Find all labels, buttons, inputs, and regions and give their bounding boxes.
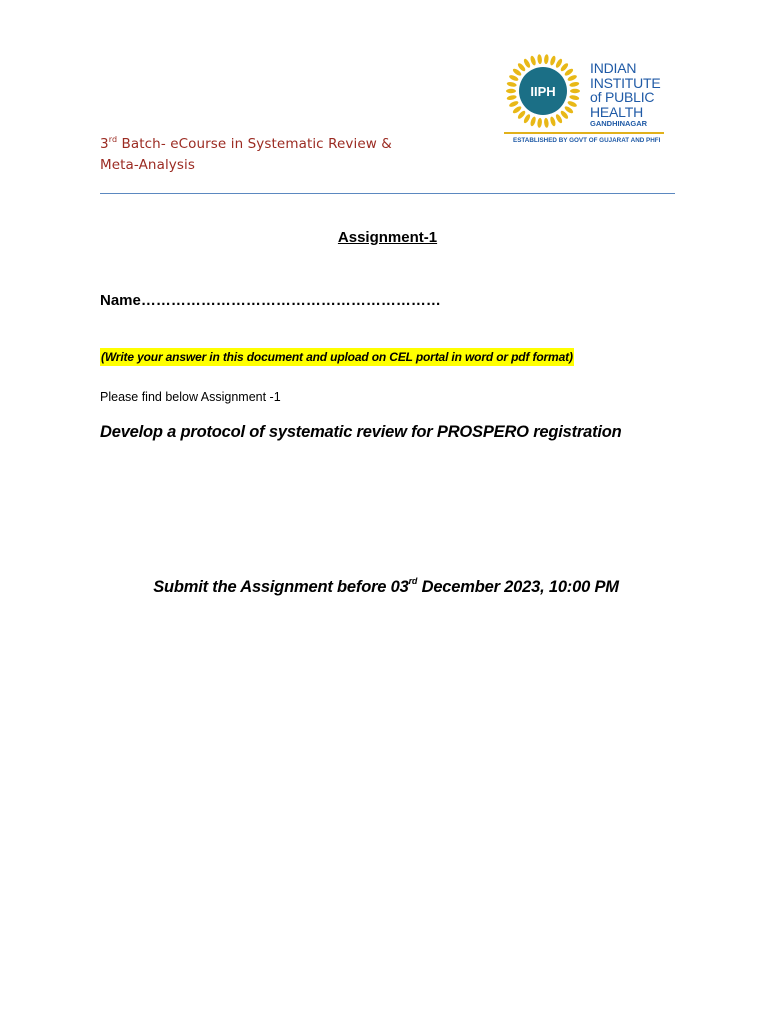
logo-leaf bbox=[544, 118, 549, 128]
logo-divider bbox=[504, 132, 664, 134]
logo-line-3: of PUBLIC bbox=[590, 89, 655, 105]
header-divider bbox=[100, 193, 675, 194]
course-number: 3 bbox=[100, 136, 109, 152]
deadline-day-suffix: rd bbox=[408, 576, 418, 586]
assignment-task: Develop a protocol of systematic review for PROSPERO registration bbox=[100, 423, 622, 441]
intro-text: Please find below Assignment -1 bbox=[100, 390, 281, 404]
logo-leaf bbox=[529, 55, 536, 66]
logo-line-4: HEALTH bbox=[590, 103, 643, 120]
course-title bbox=[100, 134, 400, 176]
course-title-line1 bbox=[100, 134, 400, 155]
logo-leaf bbox=[544, 54, 549, 64]
logo-leaf bbox=[570, 89, 580, 93]
course-number-suffix: rd bbox=[108, 135, 118, 144]
logo-leaf bbox=[508, 100, 519, 108]
assignment-title: Assignment-1 bbox=[337, 229, 438, 246]
logo-badge-text: IIPH bbox=[530, 84, 556, 99]
logo-leaf bbox=[506, 81, 517, 87]
iiph-emblem-icon bbox=[498, 50, 590, 132]
course-title-line2: Meta-Analysis bbox=[100, 157, 196, 173]
upload-instruction: (Write your answer in this document and upload on CEL portal in word or pdf format) bbox=[101, 350, 573, 364]
logo-leaf bbox=[569, 81, 580, 87]
logo-line-2: INSTITUTE bbox=[590, 74, 661, 91]
logo-leaf bbox=[537, 54, 542, 64]
name-field-label: Name…………………………………………………… bbox=[100, 292, 441, 309]
logo-leaf bbox=[529, 116, 536, 127]
logo-leaf bbox=[567, 100, 578, 108]
logo-leaf bbox=[569, 94, 580, 100]
logo-line-5: GANDHINAGAR bbox=[590, 119, 648, 128]
course-title-text: Batch- eCourse in Systematic Review & bbox=[117, 136, 392, 152]
deadline-prefix: Submit the Assignment before 03 bbox=[153, 578, 409, 596]
logo-wordmark bbox=[590, 61, 661, 129]
logo-leaf bbox=[549, 116, 556, 127]
deadline-suffix: December 2023, 10:00 PM bbox=[417, 578, 619, 596]
logo-leaf bbox=[567, 74, 578, 82]
logo-leaf bbox=[508, 74, 519, 82]
logo-leaf bbox=[506, 94, 517, 100]
logo-leaf bbox=[549, 55, 556, 66]
iiph-logo bbox=[498, 50, 670, 150]
logo-leaf bbox=[506, 89, 516, 93]
logo-tagline: ESTABLISHED BY GOVT OF GUJARAT AND PHFI bbox=[513, 137, 661, 144]
submission-deadline bbox=[0, 578, 768, 597]
logo-leaf bbox=[537, 118, 542, 128]
logo-line-1: INDIAN bbox=[590, 60, 637, 76]
